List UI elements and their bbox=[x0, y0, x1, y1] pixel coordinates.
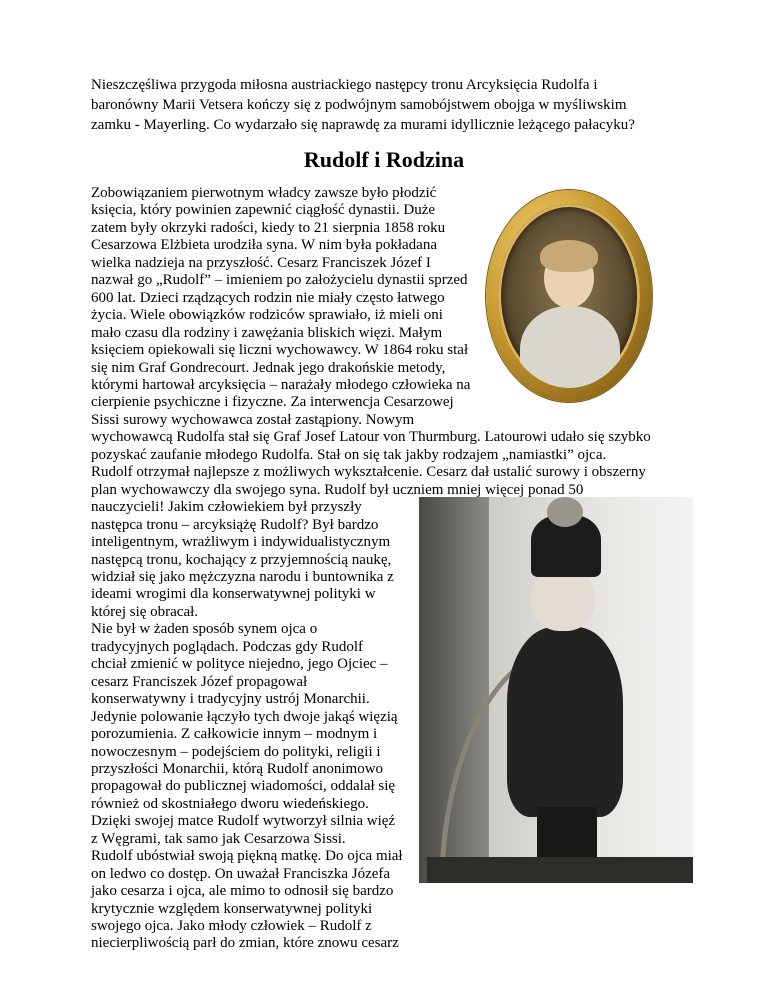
text-line: Dzięki swojej matce Rudolf wytworzył silnia więź bbox=[91, 813, 396, 830]
text-line: niecierpliwością parł do zmian, które znowu cesarz bbox=[91, 935, 399, 952]
text-line: następcą tronu, kochający z przyjemnością naukę, bbox=[91, 551, 392, 568]
text-line: Rudolf otrzymał najlepsze z możliwych wykształcenie. Cesarz dał ustalić surowy i obszerny bbox=[91, 464, 646, 481]
text-line: mało czasu dla rodziny i zawężania bliskich więzi. Małym bbox=[91, 324, 443, 341]
text-line: pozyskać zaufanie młodego Rudolfa. Stał on się tak jakby rodzajem „namiastki” ojca. bbox=[91, 446, 607, 463]
intro-paragraph bbox=[91, 75, 691, 135]
text-line: 600 lat. Dzieci rządzących rodzin nie miały często łatwego bbox=[91, 289, 445, 306]
intro-line: zamku - Mayerling. Co wydarzało się naprawdę za murami idyllicznie leżącego pałacyku? bbox=[91, 117, 635, 133]
intro-line: Nieszczęśliwa przygoda miłosna austriackiego następcy tronu Arcyksięcia Rudolfa i bbox=[91, 77, 598, 93]
text-line: konserwatywny i tradycyjny ustrój Monarchii. bbox=[91, 691, 370, 708]
text-line: również od skostniałego dworu wiedeńskiego. bbox=[91, 795, 369, 812]
text-line: wielka nadzieja na przyszłość. Cesarz Franciszek Józef I bbox=[91, 254, 431, 271]
text-line: Jedynie polowanie łączyło tych dwoje jakąś więzią bbox=[91, 708, 398, 725]
text-line: ideami wrogimi dla konserwatywnej polityki w bbox=[91, 586, 376, 603]
text-line: przyszłości Monarchii, którą Rudolf anonimowo bbox=[91, 760, 384, 777]
text-line: tradycyjnych poglądach. Podczas gdy Rudolf bbox=[91, 638, 364, 655]
text-line: Nie był w żaden sposób synem ojca o bbox=[91, 621, 318, 638]
text-line: księcia, który powinien zapewnić ciągłość dynastii. Duże bbox=[91, 202, 436, 219]
text-line: widział się jako mężczyzna narodu i buntownika z bbox=[91, 568, 394, 585]
text-line: nowoczesnym – podejściem do polityki, religii i bbox=[91, 743, 381, 760]
text-line: cesarz Franciszek Józef propagował bbox=[91, 673, 308, 690]
text-line: plan wychowawczy dla swojego syna. Rudolf był uczniem mniej więcej ponad 50 bbox=[91, 481, 584, 498]
text-line: wychowawcą Rudolfa stał się Graf Josef Latour von Thurmburg. Latourowi udało się szybko bbox=[91, 429, 651, 446]
text-line: którymi hartował arcyksięcia – narażały młodego człowieka na bbox=[91, 376, 471, 393]
text-line: nazwał go „Rudolf” – imieniem po założycielu dynastii sprzed bbox=[91, 272, 468, 289]
text-line: się nim Graf Gondrecourt. Jednak jego drakońskie metody, bbox=[91, 359, 446, 376]
text-line: Rudolf ubóstwiał swoją piękną matkę. Do ojca miał bbox=[91, 848, 403, 865]
text-line: której się obracał. bbox=[91, 603, 199, 620]
text-line: z Węgrami, tak samo jak Cesarzowa Sissi. bbox=[91, 830, 346, 847]
text-line: porozumienia. Z całkowicie innym – modnym i bbox=[91, 726, 378, 743]
text-line: jako cesarza i ojca, ale mimo to odnosił się bardzo bbox=[91, 883, 394, 900]
text-line: krytycznie względem konserwatywnej polityki bbox=[91, 900, 373, 917]
text-line: on ledwo co dostęp. On uważał Franciszka Józefa bbox=[91, 865, 391, 882]
text-line: chciał zmienić w polityce niejedno, jego Ojciec – bbox=[91, 656, 388, 673]
text-line: następca tronu – arcyksiążę Rudolf? Był bardzo bbox=[91, 516, 379, 533]
text-line: propagował do publicznej wiadomości, oddalał się bbox=[91, 778, 396, 795]
text-line: inteligentnym, wrażliwym i indywidualistycznym bbox=[91, 534, 391, 551]
text-line: cierpienie psychiczne i fizyczne. Za interwencja Cesarzowej bbox=[91, 394, 454, 411]
text-line: zatem były okrzyki radości, kiedy to 21 sierpnia 1858 roku bbox=[91, 219, 446, 236]
text-line: swojego ojca. Jako młody człowiek – Rudolf z bbox=[91, 918, 372, 935]
text-line: nauczycieli! Jakim człowiekiem był przyszły bbox=[91, 499, 362, 516]
body-text bbox=[91, 185, 651, 953]
text-line: Sissi surowy wychowawca został zastąpiony. Nowym bbox=[91, 411, 415, 428]
text-line: księciem opiekowali się liczni wychowawcy. W 1864 roku stał bbox=[91, 342, 469, 359]
text-line: Zobowiązaniem pierwotnym władcy zawsze było płodzić bbox=[91, 185, 437, 201]
text-line: Cesarzowa Elżbieta urodziła syna. W nim była pokładana bbox=[91, 237, 437, 254]
text-line: życia. Wiele obowiązków rodziców sprawiało, iż mieli oni bbox=[91, 307, 443, 324]
intro-line: baronówny Marii Vetsera kończy się z podwójnym samobójstwem obojga w myśliwskim bbox=[91, 97, 627, 113]
section-heading: Rudolf i Rodzina bbox=[303, 147, 465, 172]
